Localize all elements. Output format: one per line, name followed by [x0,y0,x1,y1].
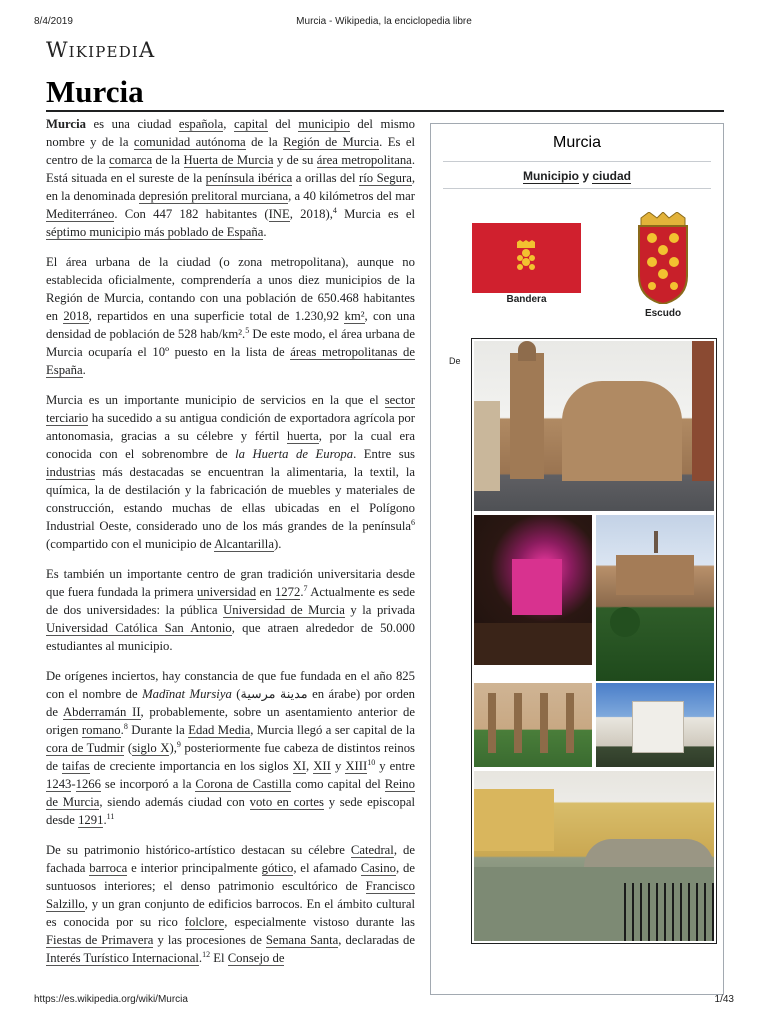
text-run: . Con 447 182 habitantes ( [114,207,269,221]
paragraph-university [46,565,415,655]
text-run: Murcia es un importante municipio de servicios en la que el [46,393,385,407]
text-run: y de su [273,153,317,167]
text-run: Murcia es el [336,207,415,221]
text-run: y la privada [344,603,415,617]
text-run: . [198,951,203,965]
article-link[interactable]: sector terciario [46,393,415,425]
infobox [430,123,724,995]
text-run: , Murcia llegó a ser capital de la [250,723,415,737]
yellow-building [474,789,554,851]
bold-term: Murcia [46,117,86,131]
text-run: , 2018), [289,207,333,221]
article-link[interactable]: 1291 [78,813,104,827]
article-link[interactable]: depresión prelitoral murciana [138,189,289,203]
text-run: - [71,777,76,791]
text-run: Es también un importante centro de gran tradición universitaria desde que fuera fundada la primera [46,567,415,599]
text-run: , [306,759,314,773]
stone-bridge [584,839,714,867]
article-link[interactable]: voto en cortes [249,795,324,809]
article-link[interactable]: río Segura [359,171,412,185]
text-run: , por la cual era conocida con el sobrenombre de [46,429,415,461]
text-run: de la [245,135,284,149]
white-building [632,701,684,753]
text-run: Durante la [127,723,189,737]
text-run: ( [124,741,133,755]
article-link[interactable]: INE [268,207,290,221]
article-link[interactable]: XIII [345,759,368,773]
text-run: del [267,117,299,131]
italic-term: Madīnat Mursiya [142,687,232,701]
wordmark-letter-first: W [46,38,69,62]
paragraph-history [46,667,415,829]
photo-casino-building[interactable] [596,683,714,767]
citation-ref[interactable]: 5 [245,325,250,335]
cathedral-facade [562,381,682,481]
text-run: El [210,951,228,965]
article-link[interactable]: Mediterráneo [46,207,115,221]
iron-railing [624,883,714,941]
article-link[interactable]: gótico [261,861,294,875]
photo-night-square[interactable] [474,515,592,665]
article-link[interactable]: Corona de Castilla [195,777,292,791]
text-run: de la [152,153,184,167]
text-run: y las procesiones de [153,933,266,947]
article-link[interactable]: península ibérica [205,171,293,185]
title-divider [46,110,724,112]
text-run: en [256,585,275,599]
text-run: , repartidos en una superficie total de 1.230,92 [88,309,345,323]
article-link[interactable]: km² [344,309,365,323]
text-run: e interior principalmente [127,861,262,875]
article-link[interactable]: universidad [196,585,257,599]
cloister-column [566,693,574,753]
text-run: , a 40 kilómetros del mar [288,189,415,203]
article-link[interactable]: Catedral [350,843,394,857]
article-link[interactable]: 1266 [75,777,101,791]
infobox-link-municipio[interactable]: Municipio [522,169,579,183]
citation-ref[interactable]: 8 [123,721,128,731]
paragraph-metro-area [46,253,415,379]
text-run: ), [169,741,177,755]
statue-silhouette [654,531,658,553]
photo-river-bridge[interactable] [474,771,714,941]
paragraph-economy [46,391,415,553]
text-run: y sede episcopal desde [46,795,415,827]
wordmark-letters-middle: IKIPEDI [68,43,140,61]
text-run: El área urbana de la ciudad (o zona metropolitana), aunque no establecida oficialmente, comprendería a unos diez municipios de la Región de Murcia, contando con una población de 650.468 habitantes en [46,255,415,323]
print-url[interactable]: https://es.wikipedia.org/wiki/Murcia [34,994,188,1005]
text-run: . [263,225,267,239]
article-link[interactable]: Universidad Católica San Antonio [46,621,232,635]
text-run: de creciente importancia en los siglos [89,759,293,773]
text-run: . Es el centro de la [46,135,415,167]
text-run: . [300,585,304,599]
text-run: , probablemente, sobre un asentamiento anterior de origen [46,705,416,737]
article-link[interactable]: industrias [46,465,96,479]
article-link[interactable]: áreas metropolitanas de España [46,345,416,377]
citation-ref[interactable]: 7 [303,583,308,593]
text-run: . Está situada en el sureste de la [46,153,415,185]
text-run: y entre [375,759,415,773]
flag-caption: Bandera [506,294,547,305]
paragraph-heritage [46,841,415,967]
illuminated-building [512,559,562,615]
article-link[interactable]: Abderramán II [62,705,141,719]
text-run: , de suntuosos interiores; el denso patrimonio escultórico de [46,861,415,893]
coat-of-arms-icon[interactable] [635,212,691,304]
article-link[interactable]: área metropolitana [316,153,412,167]
article-link[interactable]: Edad Media [188,723,251,737]
wikipedia-wordmark[interactable] [46,38,155,62]
text-run: es una ciudad [85,117,179,131]
text-run: más destacadas se encuentran la alimentaria, la textil, la química, la de destilación y la fabricación de muebles y materiales de construcción, estando muchas de ellas ubicadas en el Polígono Industrial Oeste, considerado uno de los más grandes de la península [46,465,415,533]
citation-ref[interactable]: 9 [176,739,181,749]
article-link[interactable]: española [178,117,224,131]
article-link[interactable]: Reino de Murcia [46,777,415,809]
text-run: posteriormente fue cabeza de distintos reinos de [46,741,415,773]
print-header [0,16,768,30]
text-run: (مدينة مرسية en árabe) por orden de [46,687,415,719]
article-link[interactable]: Francisco Salzillo [46,879,415,911]
article-link[interactable]: Consejo de [227,951,285,965]
infobox-subtitle [431,169,723,183]
print-page-number: 1/43 [714,994,734,1005]
print-date: 8/4/2019 [34,16,73,27]
article-link[interactable]: Huerta de Murcia [183,153,274,167]
infobox-subtitle-join: y [578,169,593,183]
text-run: , especialmente vistoso durante las [224,915,415,929]
text-run: , y un gran conjunto de edificios barrocos. En el ámbito cultural es conocida por su rico [46,897,415,929]
wordmark-letter-last: A [139,38,156,62]
print-page-title: Murcia - Wikipedia, la enciclopedia libre [296,16,472,27]
citation-ref[interactable]: 4 [332,205,337,215]
flag-crown-icon [515,240,537,274]
photo-collage[interactable] [471,338,717,944]
text-run: , con una densidad de población de 528 hab/km². [46,309,415,341]
cathedral-tower-dome [518,341,536,361]
article-body [46,115,415,979]
photo-cathedral[interactable] [474,341,714,511]
collage-label: De [449,356,461,366]
citation-ref[interactable]: 6 [411,517,415,527]
article-link[interactable]: taifas [62,759,90,773]
article-link[interactable]: Casino [360,861,397,875]
text-run: , declaradas de [338,933,416,947]
article-link[interactable]: XI [292,759,307,773]
article-link[interactable]: barroca [89,861,128,875]
article-link[interactable]: municipio [298,117,350,131]
text-run: y [330,759,346,773]
article-link[interactable]: Universidad de Murcia [223,603,345,617]
text-run: a orillas del [292,171,360,185]
coat-of-arms-caption: Escudo [644,308,682,319]
infobox-divider [443,161,711,162]
cloister-column [540,693,548,753]
italic-term: la Huerta de Europa [235,447,354,461]
article-link[interactable]: Alcantarilla [214,537,274,551]
photo-cloister[interactable] [474,683,592,767]
article-link[interactable]: comarca [109,153,153,167]
infobox-title: Murcia [552,134,601,151]
cloister-column [514,693,522,753]
article-link[interactable]: folclore [184,915,225,929]
citation-ref[interactable]: 11 [106,811,115,821]
text-run: ). [273,537,282,551]
text-run: , [223,117,234,131]
text-run: De este modo, el área urbana de Murcia ocuparía el 10º puesto en la lista de [46,327,415,359]
paragraph-intro [46,115,415,241]
text-run: , en la denominada [46,171,415,203]
article-link[interactable]: Interés Turístico Internacional [46,951,199,965]
citation-ref[interactable]: 12 [202,949,211,959]
text-run: . [82,363,86,377]
photo-left-building [474,401,500,491]
citation-ref[interactable]: 10 [367,757,376,767]
photo-right-building [692,341,714,481]
text-run: como capital del [291,777,385,791]
article-link[interactable]: 1243 [46,777,72,791]
text-run: De su patrimonio histórico-artístico destacan su célebre [46,843,351,857]
text-run: se incorporó a la [100,777,196,791]
article-link[interactable]: 2018 [63,309,89,323]
text-run: , que atraen alrededor de 50.000 estudiantes al municipio. [46,621,415,653]
article-link[interactable]: romano [81,723,121,737]
article-link[interactable]: 1272 [274,585,301,599]
text-run: del mismo nombre y de la [46,117,416,149]
flag-image[interactable] [472,223,581,293]
text-run: Actualmente es sede de dos universidades: la pública [46,585,415,617]
text-run: De orígenes inciertos, hay constancia de que fue fundada en el año 825 con el nombre de [46,669,415,701]
plaza-floor [474,623,592,665]
cloister-column [488,693,496,753]
article-link[interactable]: XII [313,759,331,773]
text-run: . Entre sus [353,447,415,461]
infobox-divider [443,188,711,189]
article-link[interactable]: huerta [287,429,319,443]
cathedral-tower [510,353,544,479]
text-run: ha sucedido a su antigua condición de exportadora agrícola por antonomasia, gracias a su célebre y fértil [46,411,415,443]
palm-tree [610,607,640,637]
article-link[interactable]: comunidad autónoma [133,135,246,149]
article-link[interactable]: cora de Tudmir [46,741,125,755]
text-run: . [103,813,107,827]
text-run: . [120,723,124,737]
article-link[interactable]: siglo X [132,741,170,755]
article-link[interactable]: capital [233,117,268,131]
photo-monteagudo-castle[interactable] [596,515,714,681]
page-title: Murcia [46,74,144,109]
article-link[interactable]: Región de Murcia [283,135,380,149]
article-link[interactable]: séptimo municipio más poblado de España [46,225,264,239]
castle-silhouette [616,555,694,595]
text-run: , el afamado [293,861,361,875]
text-run: , siendo además ciudad con [99,795,250,809]
text-run: , de fachada [46,843,415,875]
article-link[interactable]: Fiestas de Primavera [46,933,154,947]
article-link[interactable]: Semana Santa [265,933,339,947]
infobox-link-ciudad[interactable]: ciudad [592,169,631,183]
text-run: (compartido con el municipio de [46,537,215,551]
